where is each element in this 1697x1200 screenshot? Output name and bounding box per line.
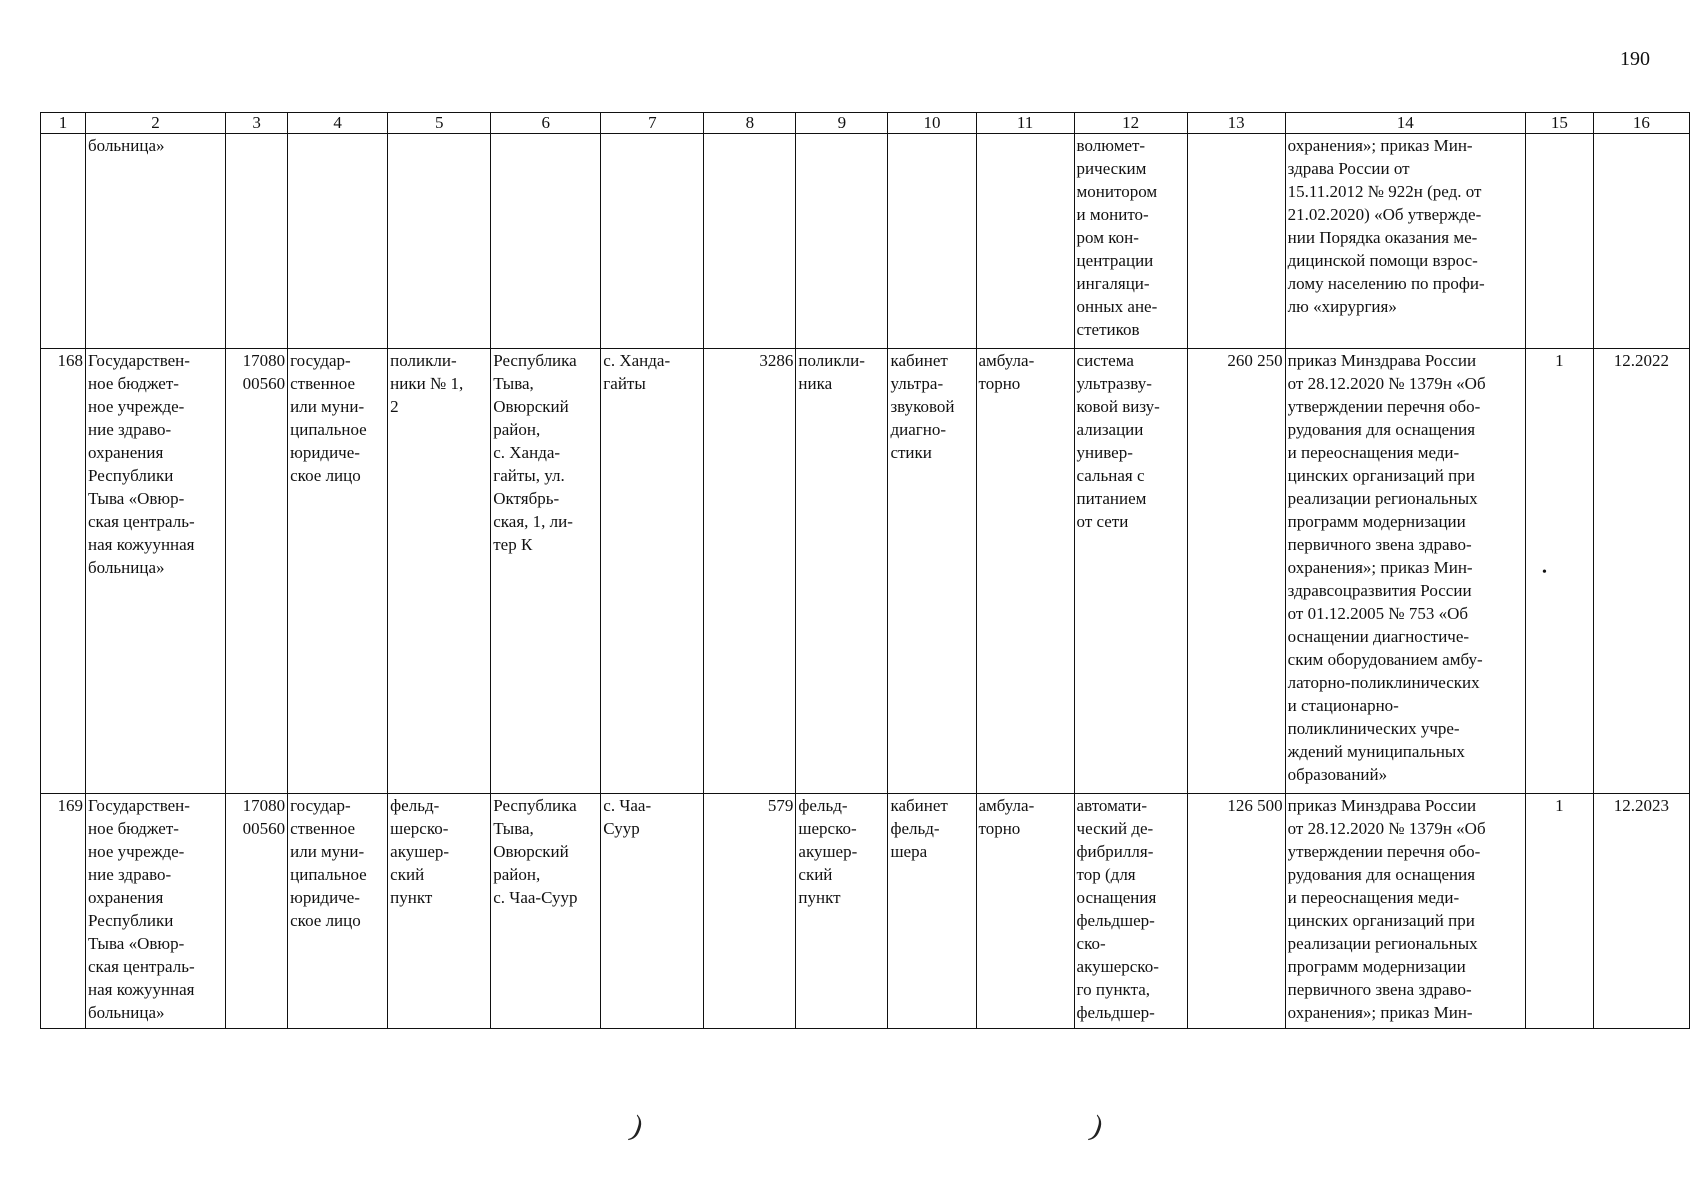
column-header: 10 <box>888 113 976 134</box>
cell-line: больница» <box>88 1003 165 1022</box>
column-header: 4 <box>288 113 388 134</box>
cell-line: охранения <box>88 443 164 462</box>
cell-line: лю «хирургия» <box>1287 297 1397 316</box>
cell-line: приказ Минздрава России <box>1287 796 1477 815</box>
cell-line: ское лицо <box>290 911 361 930</box>
cell-line: гайты, ул. <box>493 466 565 485</box>
table-cell <box>1593 349 1689 794</box>
cell-line: 126 500 <box>1227 796 1283 815</box>
cell-line: с. Ханда- <box>493 443 561 462</box>
cell-line: ное бюджет- <box>88 819 179 838</box>
cell-line: онных ане- <box>1076 297 1158 316</box>
speck-dot: • <box>1542 565 1547 580</box>
cell-line: ние здраво- <box>88 865 172 884</box>
cell-line: ная кожуунная <box>88 980 195 999</box>
table-cell <box>86 794 226 1029</box>
table-cell <box>1074 794 1187 1029</box>
column-header: 1 <box>41 113 86 134</box>
margin-mark: ) <box>626 1109 648 1144</box>
table-cell <box>491 794 601 1029</box>
column-header: 12 <box>1074 113 1187 134</box>
table-row <box>41 794 1690 1029</box>
column-header: 15 <box>1525 113 1593 134</box>
cell-line: поликли- <box>390 351 457 370</box>
table-cell <box>226 349 288 794</box>
cell-line: Тыва, <box>493 819 534 838</box>
column-header: 2 <box>86 113 226 134</box>
table-body <box>41 134 1690 1029</box>
cell-line: 15.11.2012 № 922н (ред. от <box>1287 182 1482 201</box>
cell-line: Республики <box>88 466 174 485</box>
table-cell <box>601 794 704 1029</box>
cell-line: ское лицо <box>290 466 361 485</box>
cell-line: государ- <box>290 351 351 370</box>
cell-line: амбула- <box>978 351 1035 370</box>
table-cell <box>976 349 1074 794</box>
cell-line: ский <box>798 865 833 884</box>
table-cell <box>1525 134 1593 349</box>
table-cell <box>704 794 796 1029</box>
cell-line: поликли- <box>798 351 865 370</box>
table-cell <box>1187 794 1285 1029</box>
table-cell <box>41 134 86 349</box>
cell-line: с. Чаа- <box>603 796 652 815</box>
cell-line: фельдшер- <box>1076 911 1155 930</box>
cell-line: тор (для <box>1076 865 1136 884</box>
page-number: 190 <box>1620 48 1650 70</box>
table-cell <box>288 794 388 1029</box>
cell-line: ственное <box>290 374 356 393</box>
cell-line: торно <box>978 374 1021 393</box>
cell-line: Тыва «Овюр- <box>88 489 185 508</box>
cell-line: ковой визу- <box>1076 397 1160 416</box>
cell-line: 21.02.2020) «Об утвержде- <box>1287 205 1482 224</box>
cell-line: ингаляци- <box>1076 274 1150 293</box>
cell-line: программ модернизации <box>1287 512 1466 531</box>
cell-line: го пункта, <box>1076 980 1151 999</box>
cell-line: ский <box>390 865 425 884</box>
column-header: 16 <box>1593 113 1689 134</box>
cell-line: программ модернизации <box>1287 957 1466 976</box>
cell-line: или муни- <box>290 397 365 416</box>
cell-line: ственное <box>290 819 356 838</box>
cell-line: 260 250 <box>1227 351 1283 370</box>
table-cell <box>388 134 491 349</box>
cell-line: утверждении перечня обо- <box>1287 397 1481 416</box>
cell-line: шерско- <box>390 819 449 838</box>
cell-line: Овюрский <box>493 397 569 416</box>
cell-line: 00560 <box>242 374 286 393</box>
table-cell <box>976 134 1074 349</box>
margin-mark: ) <box>1086 1109 1108 1144</box>
cell-line: ние здраво- <box>88 420 172 439</box>
cell-line: ное учрежде- <box>88 397 185 416</box>
cell-line: диагно- <box>890 420 946 439</box>
table-cell <box>491 134 601 349</box>
cell-line: дицинской помощи взрос- <box>1287 251 1478 270</box>
cell-line: цинских организаций при <box>1287 466 1475 485</box>
cell-line: государ- <box>290 796 351 815</box>
cell-line: и монито- <box>1076 205 1149 224</box>
table-cell <box>288 349 388 794</box>
cell-line: фибрилля- <box>1076 842 1154 861</box>
cell-line: кабинет <box>890 351 948 370</box>
table-cell <box>491 349 601 794</box>
cell-line: акушер- <box>798 842 858 861</box>
cell-line: акушер- <box>390 842 450 861</box>
cell-line: 169 <box>57 796 84 815</box>
cell-line: торно <box>978 819 1021 838</box>
cell-line: от 28.12.2020 № 1379н «Об <box>1287 819 1486 838</box>
table-row <box>41 134 1690 349</box>
cell-line: ским оборудованием амбу- <box>1287 650 1483 669</box>
table-cell <box>388 794 491 1029</box>
cell-line: автомати- <box>1076 796 1148 815</box>
cell-line: Октябрь- <box>493 489 560 508</box>
cell-line: реализации региональных <box>1287 489 1478 508</box>
cell-line: от 28.12.2020 № 1379н «Об <box>1287 374 1486 393</box>
cell-line: ультра- <box>890 374 944 393</box>
cell-line: и переоснащения меди- <box>1287 888 1460 907</box>
column-header: 5 <box>388 113 491 134</box>
cell-line: больница» <box>88 136 165 155</box>
cell-line: юридиче- <box>290 888 360 907</box>
cell-line: 1 <box>1555 796 1564 815</box>
column-header: 9 <box>796 113 888 134</box>
column-header: 11 <box>976 113 1074 134</box>
cell-line: центрации <box>1076 251 1154 270</box>
table-cell <box>888 349 976 794</box>
table-cell <box>704 134 796 349</box>
table-cell <box>41 794 86 1029</box>
cell-line: ципальное <box>290 865 367 884</box>
table-cell <box>796 794 888 1029</box>
cell-line: охранения <box>88 888 164 907</box>
cell-line: 12.2023 <box>1613 796 1670 815</box>
cell-line: Тыва «Овюр- <box>88 934 185 953</box>
cell-line: охранения»; приказ Мин- <box>1287 1003 1473 1022</box>
table-cell <box>1187 349 1285 794</box>
cell-line: рическим <box>1076 159 1147 178</box>
cell-line: Суур <box>603 819 640 838</box>
cell-line: фельд- <box>798 796 848 815</box>
cell-line: рудования для оснащения <box>1287 865 1476 884</box>
table-cell <box>226 794 288 1029</box>
cell-line: ская централь- <box>88 957 195 976</box>
table-cell <box>1525 794 1593 1029</box>
table-cell <box>1285 794 1525 1029</box>
cell-line: ализации <box>1076 420 1144 439</box>
cell-line: Республики <box>88 911 174 930</box>
column-header: 8 <box>704 113 796 134</box>
cell-line: Государствен- <box>88 796 190 815</box>
cell-line: лому населению по профи- <box>1287 274 1485 293</box>
cell-line: с. Чаа-Суур <box>493 888 578 907</box>
cell-line: и переоснащения меди- <box>1287 443 1460 462</box>
cell-line: 17080 <box>242 796 286 815</box>
table-cell <box>1593 794 1689 1029</box>
cell-line: утверждении перечня обо- <box>1287 842 1481 861</box>
cell-line: волюмет- <box>1076 136 1146 155</box>
cell-line: охранения»; приказ Мин- <box>1287 136 1473 155</box>
table-cell <box>796 134 888 349</box>
cell-line: Республика <box>493 351 577 370</box>
table-cell <box>976 794 1074 1029</box>
cell-line: цинских организаций при <box>1287 911 1475 930</box>
table-cell <box>1074 134 1187 349</box>
table-cell <box>1525 349 1593 794</box>
cell-line: ника <box>798 374 833 393</box>
cell-line: ско- <box>1076 934 1106 953</box>
cell-line: звуковой <box>890 397 955 416</box>
cell-line: первичного звена здраво- <box>1287 980 1472 999</box>
table-cell <box>601 134 704 349</box>
cell-line: охранения»; приказ Мин- <box>1287 558 1473 577</box>
table-cell <box>1285 349 1525 794</box>
cell-line: ром кон- <box>1076 228 1139 247</box>
cell-line: ники № 1, <box>390 374 464 393</box>
cell-line: фельд- <box>390 796 440 815</box>
column-header: 6 <box>491 113 601 134</box>
table-cell <box>1593 134 1689 349</box>
cell-line: шера <box>890 842 928 861</box>
cell-line: шерско- <box>798 819 857 838</box>
cell-line: гайты <box>603 374 646 393</box>
cell-line: первичного звена здраво- <box>1287 535 1472 554</box>
cell-line: 2 <box>390 397 399 416</box>
cell-line: поликлинических учре- <box>1287 719 1460 738</box>
table-row <box>41 349 1690 794</box>
cell-line: 17080 <box>242 351 286 370</box>
cell-line: стетиков <box>1076 320 1140 339</box>
cell-line: Овюрский <box>493 842 569 861</box>
cell-line: универ- <box>1076 443 1133 462</box>
cell-line: район, <box>493 865 541 884</box>
cell-line: образований» <box>1287 765 1388 784</box>
cell-line: или муни- <box>290 842 365 861</box>
cell-line: больница» <box>88 558 165 577</box>
table-cell <box>888 134 976 349</box>
table-cell <box>796 349 888 794</box>
cell-line: ждений муниципальных <box>1287 742 1465 761</box>
table-cell <box>388 349 491 794</box>
cell-line: Государствен- <box>88 351 190 370</box>
cell-line: ципальное <box>290 420 367 439</box>
cell-line: латорно-поликлинических <box>1287 673 1480 692</box>
cell-line: фельдшер- <box>1076 1003 1155 1022</box>
cell-line: 00560 <box>242 819 286 838</box>
column-header: 3 <box>226 113 288 134</box>
cell-line: нии Порядка оказания ме- <box>1287 228 1478 247</box>
cell-line: ное бюджет- <box>88 374 179 393</box>
cell-line: ческий де- <box>1076 819 1154 838</box>
cell-line: монитором <box>1076 182 1158 201</box>
column-header: 14 <box>1285 113 1525 134</box>
cell-line: ное учрежде- <box>88 842 185 861</box>
cell-line: ская централь- <box>88 512 195 531</box>
cell-line: район, <box>493 420 541 439</box>
cell-line: ская, 1, ли- <box>493 512 573 531</box>
table-cell <box>226 134 288 349</box>
cell-line: здрава России от <box>1287 159 1410 178</box>
table-cell <box>1285 134 1525 349</box>
table-cell <box>601 349 704 794</box>
cell-line: реализации региональных <box>1287 934 1478 953</box>
column-header: 7 <box>601 113 704 134</box>
cell-line: амбула- <box>978 796 1035 815</box>
table-cell <box>86 349 226 794</box>
cell-line: 12.2022 <box>1613 351 1670 370</box>
cell-line: Республика <box>493 796 577 815</box>
cell-line: 579 <box>767 796 794 815</box>
cell-line: от сети <box>1076 512 1129 531</box>
cell-line: система <box>1076 351 1134 370</box>
cell-line: здравсоцразвития России <box>1287 581 1472 600</box>
cell-line: 168 <box>57 351 84 370</box>
data-table <box>40 112 1690 1029</box>
cell-line: от 01.12.2005 № 753 «Об <box>1287 604 1469 623</box>
cell-line: тер К <box>493 535 533 554</box>
cell-line: юридиче- <box>290 443 360 462</box>
cell-line: акушерско- <box>1076 957 1159 976</box>
cell-line: пункт <box>798 888 841 907</box>
column-header: 13 <box>1187 113 1285 134</box>
cell-line: пункт <box>390 888 433 907</box>
table-cell <box>288 134 388 349</box>
cell-line: и стационарно- <box>1287 696 1399 715</box>
cell-line: оснащения <box>1076 888 1157 907</box>
cell-line: рудования для оснащения <box>1287 420 1476 439</box>
cell-line: Тыва, <box>493 374 534 393</box>
table-cell <box>86 134 226 349</box>
table-cell <box>41 349 86 794</box>
table-cell <box>888 794 976 1029</box>
cell-line: питанием <box>1076 489 1147 508</box>
cell-line: 3286 <box>759 351 794 370</box>
cell-line: фельд- <box>890 819 940 838</box>
cell-line: сальная с <box>1076 466 1145 485</box>
table-cell <box>1187 134 1285 349</box>
table-cell <box>1074 349 1187 794</box>
table-cell <box>704 349 796 794</box>
cell-line: с. Ханда- <box>603 351 671 370</box>
cell-line: ная кожуунная <box>88 535 195 554</box>
cell-line: кабинет <box>890 796 948 815</box>
cell-line: 1 <box>1555 351 1564 370</box>
cell-line: оснащении диагностиче- <box>1287 627 1470 646</box>
cell-line: ультразву- <box>1076 374 1152 393</box>
cell-line: приказ Минздрава России <box>1287 351 1477 370</box>
header-row <box>41 113 1690 134</box>
cell-line: стики <box>890 443 932 462</box>
